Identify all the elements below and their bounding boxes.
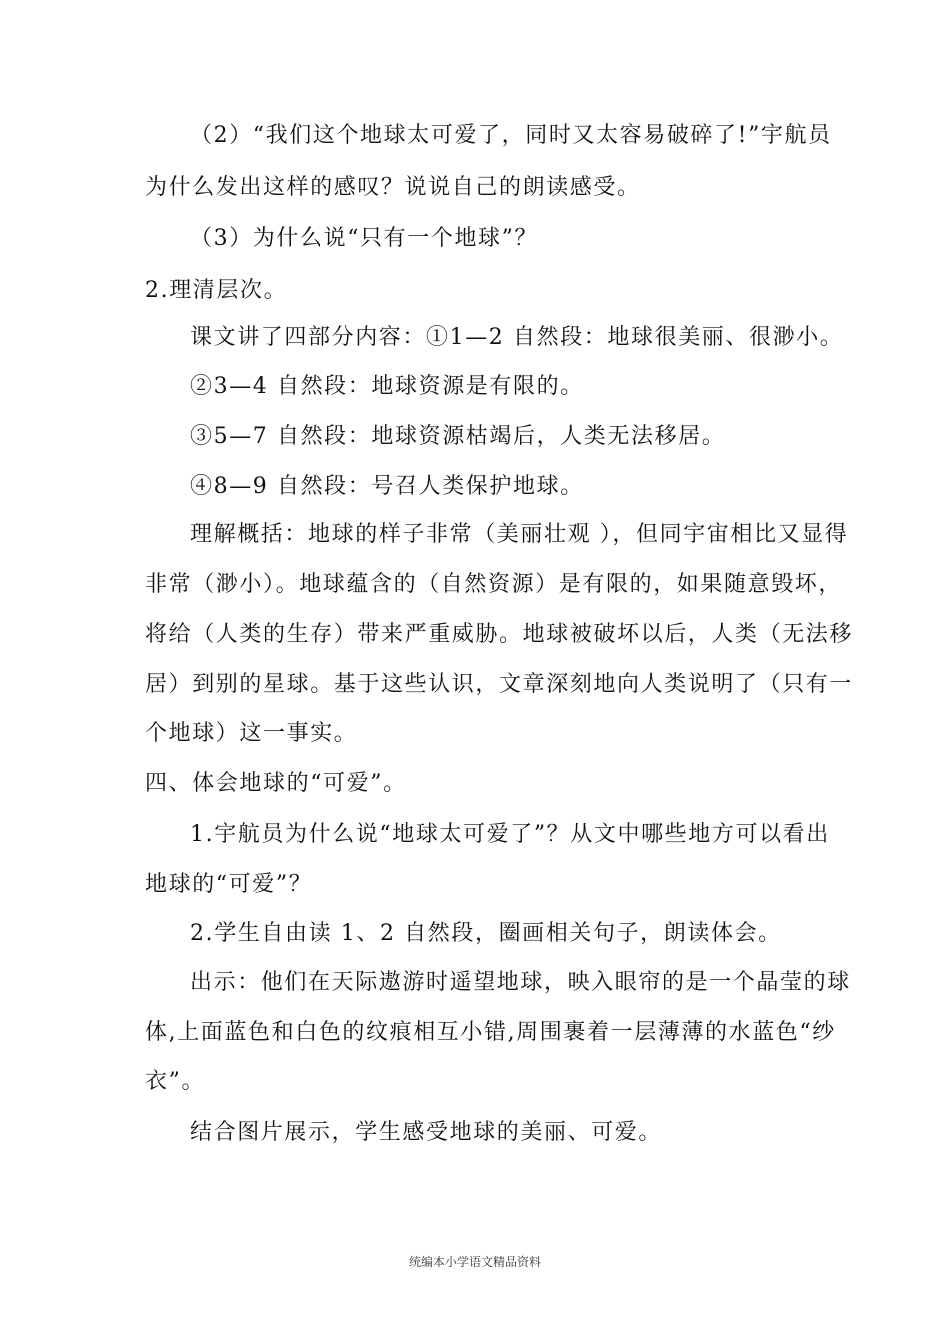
text-line: 2.理清层次。 <box>145 278 288 303</box>
text-line: 非常（渺小）。地球蕴含的（自然资源）是有限的，如果随意毁坏， <box>145 572 843 597</box>
text-line: 结合图片展示，学生感受地球的美丽、可爱。 <box>190 1120 663 1145</box>
text-line: 2.学生自由读 1、2 自然段，圈画相关句子，朗读体会。 <box>190 921 782 946</box>
text-line: ④8—9 自然段：号召人类保护地球。 <box>190 474 584 499</box>
text-line: 居）到别的星球。基于这些认识，文章深刻地向人类说明了（只有一 <box>145 672 854 697</box>
text-line: ③5—7 自然段：地球资源枯竭后，人类无法移居。 <box>190 424 726 449</box>
text-line: 个地球）这一事实。 <box>145 721 358 746</box>
text-line: 衣”。 <box>145 1069 206 1094</box>
text-line: 体,上面蓝色和白色的纹痕相互小错,周围裹着一层薄薄的水蓝色“纱 <box>145 1020 836 1045</box>
text-line: ②3—4 自然段：地球资源是有限的。 <box>190 374 584 399</box>
text-line: （2）“我们这个地球太可爱了，同时又太容易破碎了!”宇航员 <box>190 123 832 148</box>
text-line: 课文讲了四部分内容：①1—2 自然段：地球很美丽、很渺小。 <box>190 325 844 350</box>
section-heading: 四、体会地球的“可爱”。 <box>145 771 407 796</box>
page-footer: 统编本小学语文精品资料 <box>408 1255 541 1269</box>
text-line: （3）为什么说“只有一个地球”？ <box>190 226 539 251</box>
text-line: 为什么发出这样的感叹？说说自己的朗读感受。 <box>145 175 641 200</box>
text-line: 将给（人类的生存）带来严重威胁。地球被破坏以后，人类（无法移 <box>145 622 854 647</box>
text-line: 地球的“可爱”？ <box>145 872 313 897</box>
text-line: 1.宇航员为什么说“地球太可爱了”？从文中哪些地方可以看出 <box>190 822 830 847</box>
text-line: 出示：他们在天际遨游时遥望地球，映入眼帘的是一个晶莹的球 <box>190 970 851 995</box>
text-line: 理解概括：地球的样子非常（美丽壮观 ），但同宇宙相比又显得 <box>190 522 849 547</box>
